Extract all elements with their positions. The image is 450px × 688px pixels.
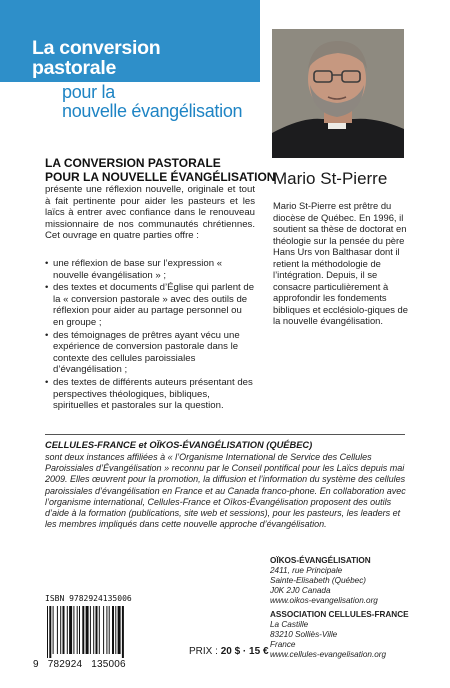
organizations-text: sont deux instances affiliées à « l’Organisme International de Service des Cellules Paroissiales d’Évangélisation » reconnu par le Conseil pontifical pour les Laïcs depuis mai 2009. Elles œuvrent pour la promotion, la diffusion et l’information du système des cellules paroissiales d’évangélisation en France et au Canada franco-phone. En collaboration avec l’organisme international, Cellules-France et Oïkos-Évangélisation proposent des outils d’aide à la formation (publications, site web et sessions), pour les pasteurs, les leaders et les membres impliqués dans cette nouvelle approche d’évangélisation. <box>45 452 406 530</box>
address-website: www.oikos-evangelisation.org <box>270 596 378 605</box>
book-subtitle: pour la nouvelle évangélisation <box>62 82 243 121</box>
author-bio: Mario St-Pierre est prêtre du diocèse de Québec. En 1996, il soutient sa thèse de doctorat en théologie sur la pensée du père Hans Urs von Balthasar dont il retient la méthodologie de l’intégration. Depuis, il se consacre particulièrement à approfondir les fondements bibliques et ecclésiolo-giques de la nouvelle évangélisation. <box>273 200 408 326</box>
address-oikos <box>270 556 378 606</box>
list-item: • des témoignages de prêtres ayant vécu une expérience de conversion pastorale dans le contexte des cellules paroissiales d’évangélisation ; <box>45 330 255 376</box>
address-name: ASSOCIATION CELLULES-FRANCE <box>270 610 409 619</box>
book-intro: présente une réflexion nouvelle, originale et tout à fait pertinente pour aider les pasteurs et les laïcs à entrer avec confiance dans le renouveau missionnaire de nos communautés chrétiennes. Cet ouvrage en quatre parties offre : <box>45 184 255 242</box>
book-title: La conversion pastorale <box>32 37 161 79</box>
address-name: OÏKOS-ÉVANGÉLISATION <box>270 556 371 565</box>
contents-list <box>45 258 255 413</box>
address-line: La Castille <box>270 620 309 629</box>
author-photo <box>272 29 404 158</box>
list-item: • des textes de différents auteurs présentant des perspectives théologiques, bibliques, spirituelles et pastorales sur la question. <box>45 377 255 412</box>
book-description-heading: LA CONVERSION PASTORALE POUR LA NOUVELLE ÉVANGÉLISATION <box>45 156 276 184</box>
list-item: • des textes et documents d’Église qui parlent de la « conversion pastorale » avec des outils de réflexion pour aider au partage personnel ou en groupe ; <box>45 282 255 328</box>
address-line: 2411, rue Principale <box>270 566 343 575</box>
price <box>189 646 269 657</box>
isbn-label: ISBN 9782924135006 <box>45 594 132 603</box>
address-line: 83210 Solliès-Ville <box>270 630 338 639</box>
author-portrait-icon <box>272 29 404 158</box>
list-item: • une réflexion de base sur l’expression « nouvelle évangélisation » ; <box>45 258 255 281</box>
price-value: 20 $ · 15 € <box>220 646 269 657</box>
author-name: Mario St-Pierre <box>273 169 388 188</box>
organizations-title: CELLULES-FRANCE et OÏKOS-ÉVANGÉLISATION (QUÉBEC) <box>45 440 313 450</box>
section-divider <box>45 434 405 435</box>
barcode-digits: 9 782924 135006 <box>33 659 126 670</box>
address-line: Sainte-Elisabeth (Québec) <box>270 576 367 585</box>
barcode-icon <box>45 606 150 658</box>
address-line: France <box>270 640 296 649</box>
address-website: www.cellules-evangelisation.org <box>270 650 387 659</box>
address-cellules-france <box>270 610 409 660</box>
price-label: PRIX : <box>189 646 221 657</box>
address-line: J0K 2J0 Canada <box>270 586 331 595</box>
